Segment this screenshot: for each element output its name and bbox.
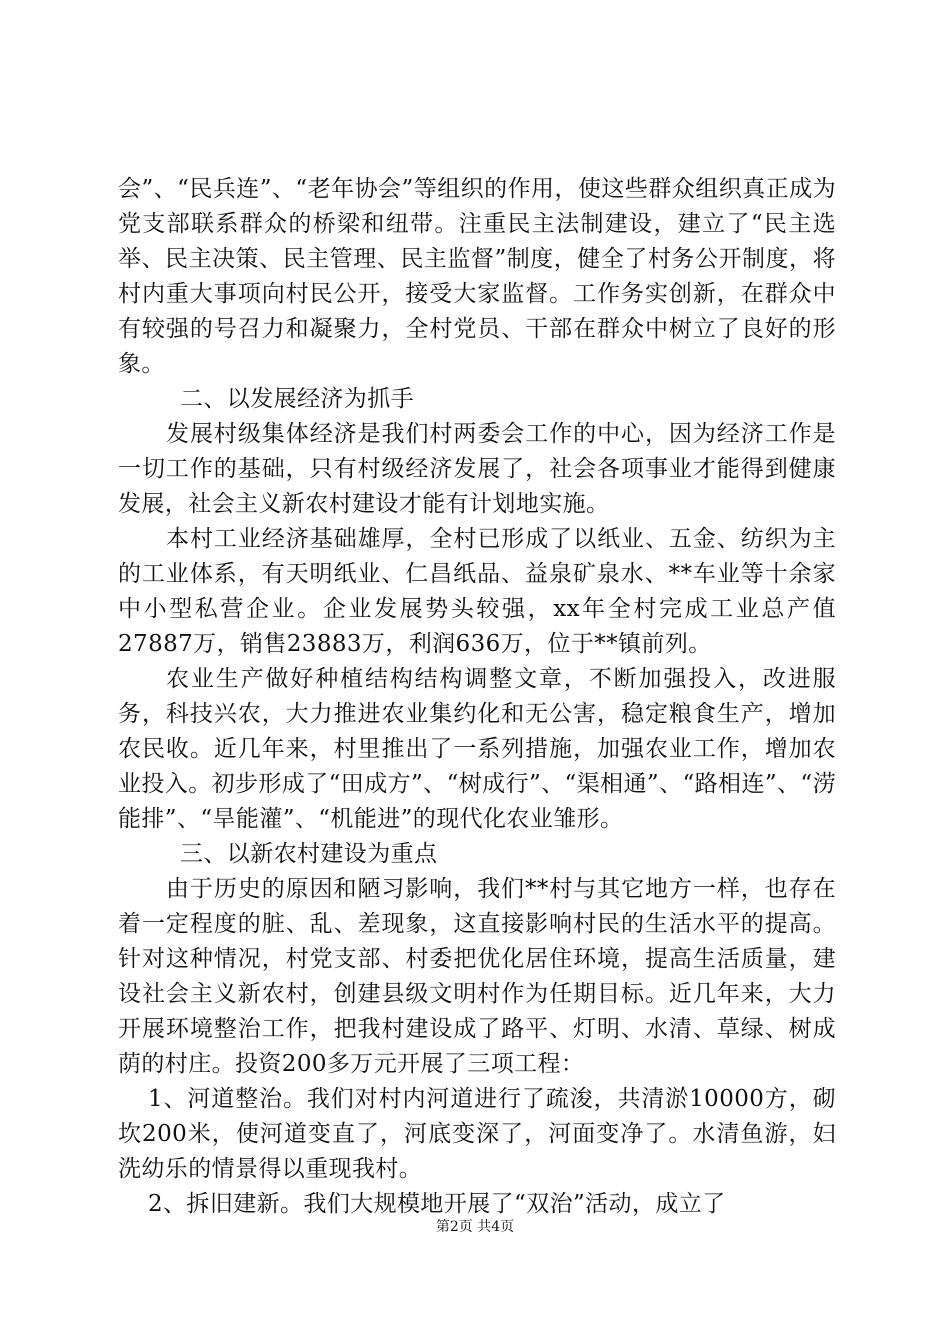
paragraph-2: 发展村级集体经济是我们村两委会工作的中心，因为经济工作是一切工作的基础，只有村级经济发展了，社会各项事业才能得到健康发展，社会主义新农村建设才能有计划地实施。 (118, 421, 836, 517)
list-item-2: 2、拆旧建新。我们大规模地开展了“双治”活动，成立了 (148, 1191, 726, 1217)
paragraph-5: 由于历史的原因和陋习影响，我们**村与其它地方一样，也存在着一定程度的脏、乱、差现象，这直接影响村民的生活水平的提高。针对这种情况，村党支部、村委把优化居住环境，提高生活质量，建设社会主义新农村，创建县级文明村作为任期目标。近几年来，大力开展环境整治工作，把我村建设成了路平、灯明、水清、草绿、树成荫的村庄。投资200多万元开展了三项工程： (118, 876, 836, 1077)
paragraph-3: 本村工业经济基础雄厚，全村已形成了以纸业、五金、纺织为主的工业体系，有天明纸业、仁昌纸品、益泉矿泉水、**车业等十余家中小型私营企业。企业发展势头较强，xx年全村完成工业总产值27887万，销售23883万，利润636万，位于**镇前列。 (118, 526, 836, 657)
document-body (118, 172, 836, 1222)
section-heading-2: 二、以发展经济为抓手 (180, 386, 414, 412)
page-number-footer: 第2页 共4页 (435, 1219, 515, 1235)
section-heading-3: 三、以新农村建设为重点 (180, 841, 438, 867)
paragraph-4: 农业生产做好种植结构结构调整文章，不断加强投入，改进服务，科技兴农，大力推进农业集约化和无公害，稳定粮食生产，增加农民收。近几年来，村里推出了一系列措施，加强农业工作，增加农业投入。初步形成了“田成方”、“树成行”、“渠相通”、“路相连”、“涝能排”、“旱能灌”、“机能进”的现代化农业雏形。 (118, 666, 836, 832)
paragraph-1: 会”、“民兵连”、“老年协会”等组织的作用，使这些群众组织真正成为党支部联系群众的桥梁和纽带。注重民主法制建设，建立了“民主选举、民主决策、民主管理、民主监督”制度，健全了村务公开制度，将村内重大事项向村民公开，接受大家监督。工作务实创新，在群众中有较强的号召力和凝聚力，全村党员、干部在群众中树立了良好的形象。 (118, 176, 836, 377)
list-item-1: 1、河道整治。我们对村内河道进行了疏浚，共清淤10000方，砌坎200米，使河道变直了，河底变深了，河面变净了。水清鱼游，妇洗幼乐的情景得以重现我村。 (118, 1086, 836, 1182)
